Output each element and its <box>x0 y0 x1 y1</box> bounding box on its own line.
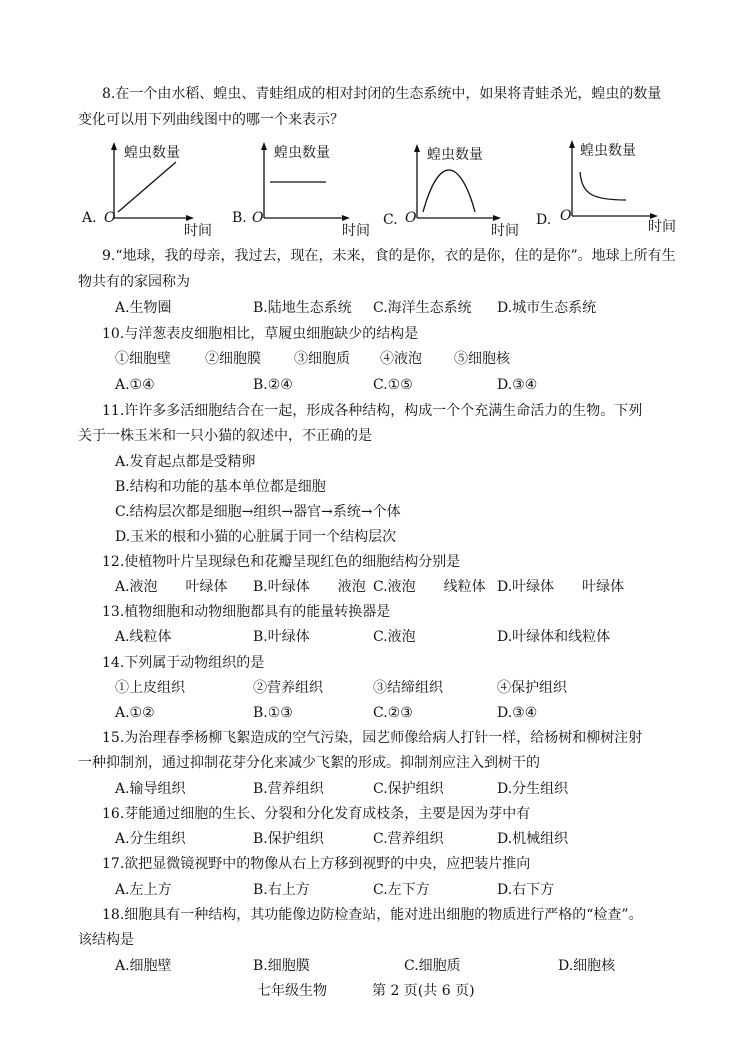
q16-option-d: D.机械组织 <box>497 831 569 847</box>
q12-option-b: B.叶绿体 液泡 <box>253 579 366 595</box>
graph-c-label: C. <box>383 212 398 228</box>
q9-stem-line2: 物共有的家园称为 <box>78 274 190 290</box>
q15-option-b: B.营养组织 <box>253 781 324 797</box>
q10-item-2: ②细胞膜 <box>205 351 261 367</box>
q11-stem-line1: 11.许许多多活细胞结合在一起，形成各种结构，构成一个个充满生命活力的生物。下列 <box>102 403 643 419</box>
footer-page-number: 第 2 页(共 6 页) <box>372 983 475 999</box>
graph-c-ylabel: 蝗虫数量 <box>427 147 483 163</box>
q17-option-c: C.左下方 <box>373 882 430 898</box>
q16-stem: 16.芽能通过细胞的生长、分裂和分化发育成枝条，主要是因为芽中有 <box>102 806 531 822</box>
q10-item-4: ④液泡 <box>380 351 422 367</box>
q16-option-c: C.营养组织 <box>373 831 444 847</box>
q12-option-a: A.液泡 叶绿体 <box>115 579 228 595</box>
q15-option-c: C.保护组织 <box>373 781 444 797</box>
q10-option-a: A.①④ <box>115 377 155 393</box>
q11-option-c: C.结构层次都是细胞→组织→器官→系统→个体 <box>115 504 401 520</box>
q12-option-c: C.液泡 线粒体 <box>373 579 486 595</box>
graph-d-label: D. <box>536 212 552 228</box>
graph-a-label: A. <box>82 210 97 226</box>
graph-a-plot <box>78 138 228 233</box>
graph-c-plot <box>383 138 533 233</box>
q13-option-a: A.线粒体 <box>115 629 172 645</box>
graph-b-origin: O <box>252 210 264 226</box>
q14-stem: 14.下列属于动物组织的是 <box>102 655 265 671</box>
q14-option-d: D.③④ <box>497 705 538 721</box>
q11-option-b: B.结构和功能的基本单位都是细胞 <box>115 479 326 495</box>
q18-option-d: D.细胞核 <box>558 958 616 974</box>
q17-stem: 17.欲把显微镜视野中的物像从右上方移到视野的中央，应把装片推向 <box>102 856 531 872</box>
graph-a-ylabel: 蝗虫数量 <box>124 145 180 161</box>
q14-option-c: C.②③ <box>373 705 413 721</box>
q17-option-d: D.右下方 <box>497 882 555 898</box>
graph-b <box>230 138 380 239</box>
q15-option-a: A.输导组织 <box>115 781 186 797</box>
graph-a-origin: O <box>104 210 116 226</box>
footer-subject: 七年级生物 <box>257 983 327 999</box>
graph-b-label: B. <box>232 210 247 226</box>
q18-option-c: C.细胞质 <box>404 958 461 974</box>
graph-d <box>536 138 686 233</box>
q18-stem-line2: 该结构是 <box>78 932 134 948</box>
q13-option-b: B.叶绿体 <box>253 629 310 645</box>
graph-a-xlabel: 时间 <box>184 223 212 239</box>
q17-option-b: B.右上方 <box>253 882 310 898</box>
graph-a-curve <box>118 162 176 212</box>
q10-option-c: C.①⑤ <box>373 377 413 393</box>
q10-item-3: ③细胞质 <box>294 351 350 367</box>
graph-b-plot <box>230 138 380 233</box>
graph-b-ylabel: 蝗虫数量 <box>274 145 330 161</box>
q11-option-d: D.玉米的根和小猫的心脏属于同一个结构层次 <box>115 529 397 545</box>
q13-option-c: C.液泡 <box>373 629 416 645</box>
graph-b-xlabel: 时间 <box>342 223 370 239</box>
q14-item-4: ④保护组织 <box>497 680 567 696</box>
graph-c-curve <box>423 170 475 212</box>
q10-item-1: ①细胞壁 <box>115 351 171 367</box>
q16-option-b: B.保护组织 <box>253 831 324 847</box>
q11-option-a: A.发育起点都是受精卵 <box>115 454 256 470</box>
graph-a <box>78 138 228 239</box>
q14-option-a: A.①② <box>115 705 155 721</box>
graph-d-ylabel: 蝗虫数量 <box>580 143 636 159</box>
graph-c-origin: O <box>405 210 417 226</box>
q8-stem-line2: 变化可以用下列曲线图中的哪一个来表示？ <box>78 112 344 128</box>
graph-d-plot <box>536 138 686 233</box>
q13-option-d: D.叶绿体和线粒体 <box>497 629 611 645</box>
q12-option-d: D.叶绿体 叶绿体 <box>497 579 625 595</box>
q18-option-b: B.细胞膜 <box>253 958 310 974</box>
q9-option-d: D.城市生态系统 <box>497 300 597 316</box>
graph-c-xlabel: 时间 <box>491 223 519 239</box>
q14-item-3: ③结缔组织 <box>373 680 443 696</box>
q9-stem-line1: 9.“地球，我的母亲，我过去，现在，未来，食的是你，衣的是你，住的是你”。地球上所有生 <box>102 248 676 264</box>
q15-stem-line2: 一种抑制剂，通过抑制花芽分化来减少飞絮的形成。抑制剂应注入到树干的 <box>78 755 540 771</box>
q16-option-a: A.分生组织 <box>115 831 186 847</box>
q10-stem: 10.与洋葱表皮细胞相比，草履虫细胞缺少的结构是 <box>102 326 419 342</box>
q11-stem-line2: 关于一株玉米和一只小猫的叙述中，不正确的是 <box>78 428 372 444</box>
q14-option-b: B.①③ <box>253 705 293 721</box>
q9-option-c: C.海洋生态系统 <box>373 300 472 316</box>
q13-stem: 13.植物细胞和动物细胞都具有的能量转换器是 <box>102 604 391 620</box>
q17-option-a: A.左上方 <box>115 882 172 898</box>
q8-stem-line1: 8.在一个由水稻、蝗虫、青蛙组成的相对封闭的生态系统中，如果将青蛙杀光，蝗虫的数量 <box>102 86 662 102</box>
q10-option-d: D.③④ <box>497 377 538 393</box>
graph-c <box>383 138 533 239</box>
q9-option-b: B.陆地生态系统 <box>253 300 352 316</box>
q12-stem: 12.使植物叶片呈现绿色和花瓣呈现红色的细胞结构分别是 <box>102 554 461 570</box>
q9-option-a: A.生物圈 <box>115 300 172 316</box>
q10-item-5: ⑤细胞核 <box>454 351 510 367</box>
q18-stem-line1: 18.细胞具有一种结构，其功能像边防检查站，能对进出细胞的物质进行严格的“检查”。 <box>102 907 643 923</box>
graph-d-curve <box>580 172 626 200</box>
q15-stem-line1: 15.为治理春季杨柳飞絮造成的空气污染，园艺师像给病人打针一样，给杨树和柳树注射 <box>102 730 643 746</box>
q14-item-2: ②营养组织 <box>253 680 323 696</box>
graph-d-xlabel: 时间 <box>648 219 676 235</box>
q15-option-d: D.分生组织 <box>497 781 569 797</box>
graph-d-origin: O <box>560 208 572 224</box>
q10-option-b: B.②④ <box>253 377 293 393</box>
q14-item-1: ①上皮组织 <box>115 680 185 696</box>
q18-option-a: A.细胞壁 <box>115 958 172 974</box>
